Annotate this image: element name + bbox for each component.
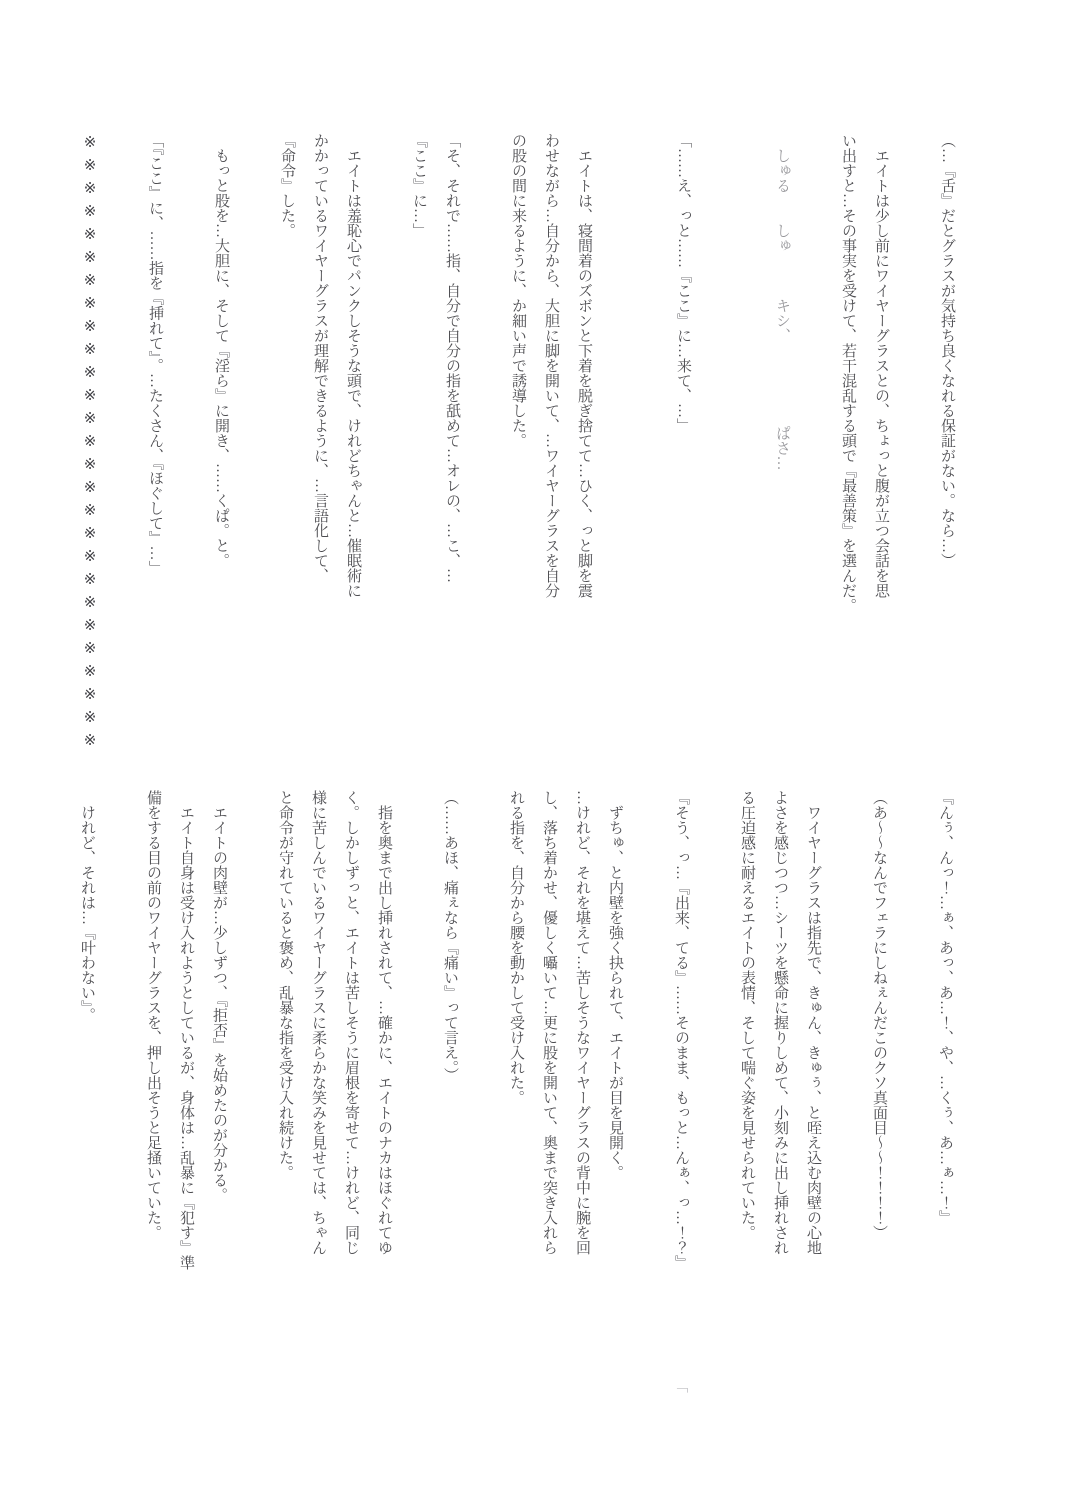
text-column: ※※※※※※※※※※※※※※※※※※※※※※※※※※※ xyxy=(81,133,97,754)
text-column: エイトは少し前にワイヤーグラスとの、ちょっと腹が立つ会話を思 xyxy=(873,148,889,598)
text-column: 『そう、っ…『出来、てる』……そのまま、もっと…んぁ、っ…！？』 xyxy=(673,790,689,1270)
text-column: れる指を、自分から腰を動かして受け入れた。 xyxy=(508,790,524,1105)
text-column: エイトは、寝間着のズボンと下着を脱ぎ捨てて…ひく、っと脚を震 xyxy=(576,148,592,598)
text-column: し、落ち着かせ、優しく囁いて…更に股を開いて、奥まで突き入れら xyxy=(541,790,557,1255)
text-column: 様に苦しんでいるワイヤーグラスに柔らかな笑みを見せては、ちゃん xyxy=(310,790,326,1255)
text-column: ずちゅ、と内壁を強く抉られて、エイトが目を見開く。 xyxy=(607,805,623,1180)
text-column: の股の間に来るように、か細い声で誘導した。 xyxy=(510,133,526,448)
text-column: 指を奥まで出し挿れされて、…確かに、エイトのナカはほぐれてゆ xyxy=(376,805,392,1255)
text-section-bottom xyxy=(70,790,961,1282)
text-column: 「そ、それで……指、自分で自分の指を舐めて…オレの、…こ、… xyxy=(444,133,460,583)
text-column: けれど、それは…『叶わない』。 xyxy=(79,805,95,1023)
text-column: しゅる しゅ キシ、 ぱさ… xyxy=(774,148,790,471)
text-section-top xyxy=(72,133,963,754)
text-column: エイト自身は受け入れようとしているが、身体は…乱暴に『犯す』準 xyxy=(178,805,194,1270)
text-column: く。しかしずっと、エイトは苦しそうに眉根を寄せて…けれど、同じ xyxy=(343,790,359,1255)
text-column: る圧迫感に耐えるエイトの表情、そして喘ぐ姿を見せられていた。 xyxy=(739,790,755,1240)
text-column: …けれど、それを堪えて…苦しそうなワイヤーグラスの背中に腕を回 xyxy=(574,790,590,1255)
text-column: よさを感じつつ…シーツを懸命に握りしめて、小刻みに出し挿れされ xyxy=(772,790,788,1255)
text-column: もっと股を…大胆に、そして『淫ら』に開き、……くぱ。と。 xyxy=(213,148,229,568)
text-column: （……あほ、痛ぇなら『痛い』って言え。） xyxy=(442,790,458,1083)
text-column: 『命令』した。 xyxy=(279,133,295,238)
text-column: エイトは羞恥心でパンクしそうな頭で、けれどちゃんと…催眠術に xyxy=(345,148,361,598)
stray-bracket-mark: 「 xyxy=(671,1378,687,1393)
text-column: い出すと…その事実を受けて、若干混乱する頭で『最善策』を選んだ。 xyxy=(840,133,856,613)
text-column: 『ここ』に…」 xyxy=(411,133,427,238)
text-column: 『んぅ、んっ！…ぁ、あっ、あ…！、や、…くぅ、あ…ぁ…！』 xyxy=(937,790,953,1225)
text-column: （…『舌』だとグラスが気持ち良くなれる保証がない。なら…） xyxy=(939,133,955,568)
text-column: かかっているワイヤーグラスが理解できるように、…言語化して、 xyxy=(312,133,328,583)
text-column: エイトの肉壁が…少しずつ、『拒否』を始めたのが分かる。 xyxy=(211,805,227,1203)
text-column: 「……え、っと……『ここ』に…来て、…」 xyxy=(675,133,691,433)
text-column: と命令が守れていると褒め、乱暴な指を受け入れ続けた。 xyxy=(277,790,293,1180)
text-column: ワイヤーグラスは指先で、きゅん、きゅぅ、と咥え込む肉壁の心地 xyxy=(805,805,821,1255)
text-column: わせながら…自分から、大胆に脚を開いて、…ワイヤーグラスを自分 xyxy=(543,133,559,598)
text-column: （あ～～なんでフェラにしねぇんだこのクソ真面目～～！！！！） xyxy=(871,790,887,1240)
text-column: 備をする目の前のワイヤーグラスを、押し出そうと足掻いていた。 xyxy=(145,790,161,1240)
text-column: 「『ここ』に、……指を『挿れて』。…たくさん、『ほぐして』…」 xyxy=(147,133,163,576)
